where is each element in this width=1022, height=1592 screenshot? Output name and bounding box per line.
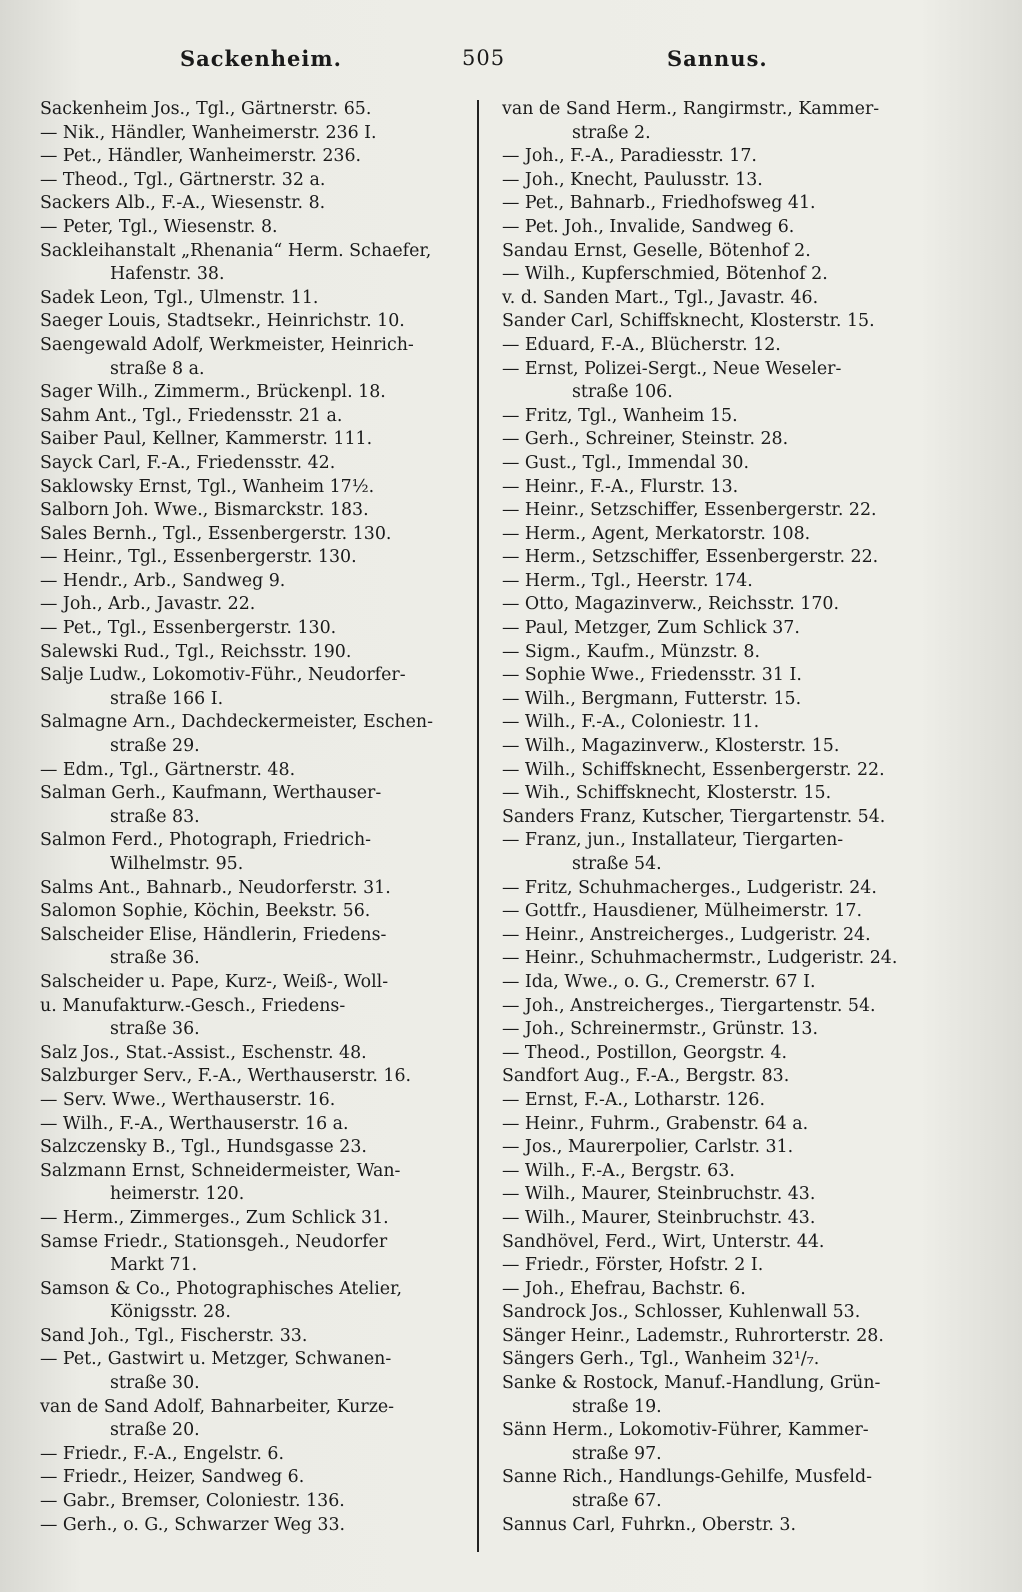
entry-line: Sackers Alb., F.-A., Wiesenstr. 8. xyxy=(40,193,326,214)
entry-line: — Friedr., Förster, Hofstr. 2 I. xyxy=(502,1255,764,1276)
entry-line: v. d. Sanden Mart., Tgl., Javastr. 46. xyxy=(502,287,819,308)
entry-line: — Heinr., Schuhmachermstr., Ludgeristr. 24. xyxy=(502,948,898,969)
entry-line: — Joh., Knecht, Paulusstr. 13. xyxy=(502,169,763,190)
entry-continuation: straße 19. xyxy=(572,1396,662,1417)
entry-line: — Gust., Tgl., Immendal 30. xyxy=(502,452,749,473)
entry-line: — Edm., Tgl., Gärtnerstr. 48. xyxy=(40,759,296,780)
directory-entry xyxy=(502,428,937,452)
entry-line: Sänger Heinr., Lademstr., Ruhrorterstr. 28. xyxy=(502,1325,884,1346)
directory-entry xyxy=(502,263,937,287)
entry-line: Salzmann Ernst, Schneidermeister, Wan- xyxy=(40,1160,401,1181)
entry-line: Sanne Rich., Handlungs-Gehilfe, Musfeld- xyxy=(502,1467,872,1488)
entry-line: Salscheider Elise, Händlerin, Friedens- xyxy=(40,924,387,945)
directory-entry xyxy=(502,1348,937,1372)
entry-line: — Franz, jun., Installateur, Tiergarten- xyxy=(502,830,844,851)
entry-line: Sandau Ernst, Geselle, Bötenhof 2. xyxy=(502,240,811,261)
directory-entry xyxy=(502,499,937,523)
directory-entry xyxy=(40,1396,475,1443)
entry-line: — Ernst, F.-A., Lotharstr. 126. xyxy=(502,1089,765,1110)
entry-continuation: straße 54. xyxy=(572,854,662,874)
header-right-keyword: Sannus. xyxy=(667,46,768,71)
entry-line: Sand Joh., Tgl., Fischerstr. 33. xyxy=(40,1325,308,1346)
directory-entry xyxy=(502,711,937,735)
directory-entry xyxy=(502,1136,937,1160)
directory-entry xyxy=(40,1160,475,1207)
directory-entry xyxy=(40,428,475,452)
entry-line: — Gabr., Bremser, Coloniestr. 136. xyxy=(40,1491,345,1512)
entry-line: — Pet., Händler, Wanheimerstr. 236. xyxy=(40,146,362,167)
directory-entry xyxy=(40,1136,475,1160)
entry-line: — Joh., Anstreicherges., Tiergartenstr. 54. xyxy=(502,995,876,1016)
entry-continuation: straße 29. xyxy=(110,736,200,757)
directory-entry xyxy=(40,759,475,783)
directory-entry xyxy=(502,617,937,641)
entry-line: — Theod., Tgl., Gärtnerstr. 32 a. xyxy=(40,169,326,190)
directory-entry xyxy=(502,995,937,1019)
directory-entry xyxy=(502,877,937,901)
entry-line: u. Manufakturw.-Gesch., Friedens- xyxy=(40,995,346,1016)
directory-entry xyxy=(40,334,475,381)
directory-entry xyxy=(502,334,937,358)
directory-entry xyxy=(502,1254,937,1278)
entry-continuation: straße 67. xyxy=(572,1491,662,1512)
directory-entry xyxy=(502,358,937,405)
entry-line: Samson & Co., Photographisches Atelier, xyxy=(40,1278,402,1299)
entry-line: — Wilh., Magazinverw., Klosterstr. 15. xyxy=(502,736,840,757)
entry-line: — Serv. Wwe., Werthauserstr. 16. xyxy=(40,1089,336,1110)
directory-entry xyxy=(502,570,937,594)
entry-line: — Wilh., F.-A., Coloniestr. 11. xyxy=(502,712,760,733)
directory-entry xyxy=(40,593,475,617)
directory-entry xyxy=(502,1089,937,1113)
directory-entry xyxy=(502,405,937,429)
directory-entry xyxy=(502,287,937,311)
directory-entry xyxy=(502,971,937,995)
entry-continuation: straße 36. xyxy=(110,1019,200,1040)
directory-entry xyxy=(40,1278,475,1325)
entry-continuation: Markt 71. xyxy=(110,1255,198,1276)
directory-entry xyxy=(502,145,937,169)
directory-entry xyxy=(40,877,475,901)
entry-line: — Fritz, Schuhmacherges., Ludgeristr. 24. xyxy=(502,877,877,898)
directory-entry xyxy=(40,476,475,500)
entry-line: — Wilh., Maurer, Steinbruchstr. 43. xyxy=(502,1207,816,1228)
entry-line: Sängers Gerh., Tgl., Wanheim 32¹/₇. xyxy=(502,1349,820,1370)
entry-line: — Otto, Magazinverw., Reichsstr. 170. xyxy=(502,594,840,615)
entry-line: — Heinr., Fuhrm., Grabenstr. 64 a. xyxy=(502,1113,809,1134)
directory-entry xyxy=(40,523,475,547)
directory-entry xyxy=(40,1325,475,1349)
entry-continuation: straße 30. xyxy=(110,1373,200,1394)
directory-entry xyxy=(40,499,475,523)
directory-entry xyxy=(40,570,475,594)
directory-entry xyxy=(40,1089,475,1113)
left-column xyxy=(40,98,475,1537)
directory-entry xyxy=(40,381,475,405)
entry-line: — Gerh., o. G., Schwarzer Weg 33. xyxy=(40,1514,346,1535)
directory-entry xyxy=(502,192,937,216)
directory-entry xyxy=(502,310,937,334)
entry-line: — Herm., Zimmerges., Zum Schlick 31. xyxy=(40,1207,389,1228)
entry-line: — Paul, Metzger, Zum Schlick 37. xyxy=(502,618,800,639)
directory-entry xyxy=(502,759,937,783)
entry-line: Sackenheim Jos., Tgl., Gärtnerstr. 65. xyxy=(40,99,372,119)
directory-entry xyxy=(502,900,937,924)
entry-line: — Wih., Schiffsknecht, Klosterstr. 15. xyxy=(502,783,832,804)
directory-entry xyxy=(502,829,937,876)
directory-entry xyxy=(40,829,475,876)
entry-line: — Joh., Arb., Javastr. 22. xyxy=(40,594,256,615)
directory-entry xyxy=(40,995,475,1042)
entry-line: Salman Gerh., Kaufmann, Werthauser- xyxy=(40,783,382,804)
entry-line: Sandrock Jos., Schlosser, Kuhlenwall 53. xyxy=(502,1302,861,1323)
entry-line: — Gerh., Schreiner, Steinstr. 28. xyxy=(502,429,789,450)
directory-entry xyxy=(502,1042,937,1066)
entry-line: van de Sand Herm., Rangirmstr., Kammer- xyxy=(502,99,880,119)
directory-entry xyxy=(502,1301,937,1325)
entry-line: Sadek Leon, Tgl., Ulmenstr. 11. xyxy=(40,287,319,308)
entry-continuation: straße 106. xyxy=(572,382,673,403)
entry-line: Sahm Ant., Tgl., Friedensstr. 21 a. xyxy=(40,405,343,426)
entry-line: Salzczensky B., Tgl., Hundsgasse 23. xyxy=(40,1137,367,1158)
directory-entry xyxy=(40,1042,475,1066)
directory-entry xyxy=(502,1207,937,1231)
directory-entry xyxy=(502,1325,937,1349)
entry-continuation: straße 20. xyxy=(110,1420,200,1441)
entry-line: — Wilh., Kupferschmied, Bötenhof 2. xyxy=(502,264,828,285)
directory-entry xyxy=(40,122,475,146)
entry-line: Saengewald Adolf, Werkmeister, Heinrich- xyxy=(40,334,414,355)
entry-line: — Wilh., Schiffsknecht, Essenbergerstr. 22. xyxy=(502,759,885,780)
entry-line: — Wilh., Bergmann, Futterstr. 15. xyxy=(502,688,802,709)
directory-entry xyxy=(502,1160,937,1184)
entry-line: van de Sand Adolf, Bahnarbeiter, Kurze- xyxy=(40,1396,395,1417)
directory-entry xyxy=(502,1419,937,1466)
entry-line: — Joh., Schreinermstr., Grünstr. 13. xyxy=(502,1019,818,1040)
directory-entry xyxy=(502,924,937,948)
entry-continuation: straße 97. xyxy=(572,1443,662,1464)
entry-line: Samse Friedr., Stationsgeh., Neudorfer xyxy=(40,1231,388,1252)
entry-line: — Herm., Tgl., Heerstr. 174. xyxy=(502,570,753,591)
directory-entry xyxy=(40,1443,475,1467)
directory-entry xyxy=(40,711,475,758)
entry-line: Salewski Rud., Tgl., Reichsstr. 190. xyxy=(40,641,352,662)
entry-line: — Heinr., Anstreicherges., Ludgeristr. 24. xyxy=(502,924,871,945)
entry-line: — Wilh., Maurer, Steinbruchstr. 43. xyxy=(502,1184,816,1205)
directory-entry xyxy=(40,1466,475,1490)
entry-line: Sandfort Aug., F.-A., Bergstr. 83. xyxy=(502,1066,790,1087)
right-column xyxy=(502,98,937,1537)
directory-entry xyxy=(502,476,937,500)
directory-entry xyxy=(502,240,937,264)
directory-entry xyxy=(502,641,937,665)
directory-entry xyxy=(502,806,937,830)
directory-entry xyxy=(40,900,475,924)
entry-line: — Wilh., F.-A., Bergstr. 63. xyxy=(502,1160,735,1181)
entry-line: — Joh., F.-A., Paradiesstr. 17. xyxy=(502,146,757,167)
directory-entry xyxy=(40,216,475,240)
entry-continuation: straße 2. xyxy=(572,122,651,143)
entry-continuation: Königsstr. 28. xyxy=(110,1302,231,1323)
directory-entry xyxy=(502,593,937,617)
directory-entry xyxy=(502,1278,937,1302)
entry-line: — Gottfr., Hausdiener, Mülheimerstr. 17. xyxy=(502,901,863,922)
entry-line: Salzburger Serv., F.-A., Werthauserstr. 16. xyxy=(40,1066,412,1087)
entry-line: Sackleihanstalt „Rhenania“ Herm. Schaefer, xyxy=(40,240,432,261)
entry-line: — Nik., Händler, Wanheimerstr. 236 I. xyxy=(40,122,377,143)
directory-entry xyxy=(40,641,475,665)
entry-line: — Friedr., F.-A., Engelstr. 6. xyxy=(40,1443,285,1464)
directory-entry xyxy=(40,145,475,169)
entry-line: — Herm., Setzschiffer, Essenbergerstr. 22. xyxy=(502,547,879,568)
entry-line: — Joh., Ehefrau, Bachstr. 6. xyxy=(502,1278,746,1299)
entry-continuation: Wilhelmstr. 95. xyxy=(110,854,244,874)
directory-entry xyxy=(502,1372,937,1419)
entry-line: Salomon Sophie, Köchin, Beekstr. 56. xyxy=(40,901,371,922)
directory-entry xyxy=(40,192,475,216)
entry-line: — Sigm., Kaufm., Münzstr. 8. xyxy=(502,641,761,662)
entry-line: Salscheider u. Pape, Kurz-, Weiß-, Woll- xyxy=(40,971,389,992)
directory-entry xyxy=(40,1065,475,1089)
directory-entry xyxy=(502,688,937,712)
directory-entry xyxy=(502,1113,937,1137)
directory-entry xyxy=(40,405,475,429)
directory-entry xyxy=(40,971,475,995)
directory-entry xyxy=(40,287,475,311)
entry-line: — Eduard, F.-A., Blücherstr. 12. xyxy=(502,334,781,355)
entry-line: — Heinr., Setzschiffer, Essenbergerstr. 22. xyxy=(502,500,877,521)
directory-entry xyxy=(40,1207,475,1231)
directory-entry xyxy=(502,216,937,240)
entry-line: — Sophie Wwe., Friedensstr. 31 I. xyxy=(502,665,802,686)
directory-entry xyxy=(40,1231,475,1278)
entry-line: Sager Wilh., Zimmerm., Brückenpl. 18. xyxy=(40,382,386,403)
directory-entry xyxy=(502,664,937,688)
directory-entry xyxy=(502,1514,937,1538)
entry-line: — Herm., Agent, Merkatorstr. 108. xyxy=(502,523,811,544)
entry-line: — Ernst, Polizei-Sergt., Neue Weseler- xyxy=(502,358,842,379)
directory-entry xyxy=(40,1514,475,1538)
entry-line: Sänn Herm., Lokomotiv-Führer, Kammer- xyxy=(502,1420,869,1441)
directory-entry xyxy=(40,1348,475,1395)
entry-continuation: straße 166 I. xyxy=(110,688,224,709)
directory-entry xyxy=(40,98,475,122)
entry-line: — Pet., Gastwirt u. Metzger, Schwanen- xyxy=(40,1349,392,1370)
directory-entry xyxy=(40,617,475,641)
entry-line: — Pet., Bahnarb., Friedhofsweg 41. xyxy=(502,193,816,214)
directory-entry xyxy=(502,98,937,145)
entry-line: — Friedr., Heizer, Sandweg 6. xyxy=(40,1467,305,1488)
entry-line: Sandhövel, Ferd., Wirt, Unterstr. 44. xyxy=(502,1231,825,1252)
entry-line: Sanke & Rostock, Manuf.-Handlung, Grün- xyxy=(502,1373,881,1394)
entry-line: Sander Carl, Schiffsknecht, Klosterstr. 15. xyxy=(502,311,875,332)
directory-entry xyxy=(40,310,475,334)
entry-line: Salmon Ferd., Photograph, Friedrich- xyxy=(40,830,372,851)
directory-entry xyxy=(502,452,937,476)
directory-entry xyxy=(40,452,475,476)
entry-line: Salmagne Arn., Dachdeckermeister, Eschen- xyxy=(40,712,434,733)
entry-line: Sannus Carl, Fuhrkn., Oberstr. 3. xyxy=(502,1514,797,1535)
entry-line: — Theod., Postillon, Georgstr. 4. xyxy=(502,1042,788,1063)
directory-entry xyxy=(502,947,937,971)
entry-line: Sales Bernh., Tgl., Essenbergerstr. 130. xyxy=(40,523,392,544)
directory-entry xyxy=(502,1231,937,1255)
entry-line: Saklowsky Ernst, Tgl., Wanheim 17½. xyxy=(40,476,375,497)
entry-line: Salje Ludw., Lokomotiv-Führ., Neudorfer- xyxy=(40,665,406,686)
entry-continuation: straße 83. xyxy=(110,806,200,827)
entry-line: Salz Jos., Stat.-Assist., Eschenstr. 48. xyxy=(40,1042,367,1063)
entry-line: Saeger Louis, Stadtsekr., Heinrichstr. 10. xyxy=(40,311,405,332)
directory-entry xyxy=(502,546,937,570)
directory-entry xyxy=(502,1065,937,1089)
entry-continuation: heimerstr. 120. xyxy=(110,1184,245,1205)
entry-line: Sanders Franz, Kutscher, Tiergartenstr. 54. xyxy=(502,806,886,827)
page-number: 505 xyxy=(462,46,506,70)
entry-line: — Heinr., Tgl., Essenbergerstr. 130. xyxy=(40,547,357,568)
entry-line: — Heinr., F.-A., Flurstr. 13. xyxy=(502,476,739,497)
directory-entry xyxy=(502,1183,937,1207)
entry-line: Sayck Carl, F.-A., Friedensstr. 42. xyxy=(40,452,336,473)
entry-continuation: straße 36. xyxy=(110,948,200,969)
entry-line: — Hendr., Arb., Sandweg 9. xyxy=(40,570,286,591)
entry-line: — Pet., Tgl., Essenbergerstr. 130. xyxy=(40,618,337,639)
header-left-keyword: Sackenheim. xyxy=(180,46,342,71)
entry-continuation: straße 8 a. xyxy=(110,358,205,379)
directory-entry xyxy=(502,523,937,547)
entry-line: — Jos., Maurerpolier, Carlstr. 31. xyxy=(502,1137,794,1158)
entry-line: Salms Ant., Bahnarb., Neudorferstr. 31. xyxy=(40,877,391,898)
directory-entry xyxy=(502,1018,937,1042)
directory-entry xyxy=(40,546,475,570)
directory-entry xyxy=(40,1113,475,1137)
directory-entry xyxy=(502,1466,937,1513)
directory-entry xyxy=(502,735,937,759)
entry-line: — Peter, Tgl., Wiesenstr. 8. xyxy=(40,216,278,237)
entry-line: Saiber Paul, Kellner, Kammerstr. 111. xyxy=(40,429,373,450)
entry-line: — Wilh., F.-A., Werthauserstr. 16 a. xyxy=(40,1113,349,1134)
directory-entry xyxy=(40,240,475,287)
directory-entry xyxy=(40,1490,475,1514)
directory-entry xyxy=(502,782,937,806)
entry-line: — Ida, Wwe., o. G., Cremerstr. 67 I. xyxy=(502,971,816,992)
entry-line: — Pet. Joh., Invalide, Sandweg 6. xyxy=(502,216,795,237)
entry-line: Salborn Joh. Wwe., Bismarckstr. 183. xyxy=(40,500,369,521)
entry-continuation: Hafenstr. 38. xyxy=(110,264,225,285)
directory-entry xyxy=(502,169,937,193)
column-divider xyxy=(477,100,479,1552)
page-header xyxy=(0,46,1022,76)
entry-line: — Fritz, Tgl., Wanheim 15. xyxy=(502,405,738,426)
directory-entry xyxy=(40,169,475,193)
directory-entry xyxy=(40,924,475,971)
directory-entry xyxy=(40,664,475,711)
directory-entry xyxy=(40,782,475,829)
